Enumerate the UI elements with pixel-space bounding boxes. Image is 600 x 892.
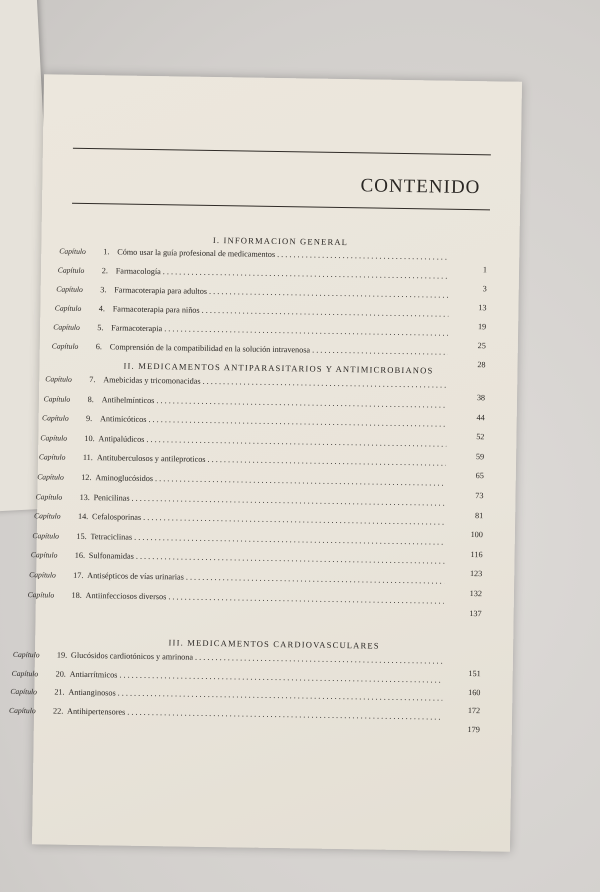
chapter-number: 8. bbox=[87, 394, 94, 404]
chapter-label: Capítulo bbox=[45, 374, 72, 384]
chapter-title: Sulfonamidas . . . bbox=[89, 551, 445, 566]
toc-entry bbox=[27, 589, 514, 618]
chapter-number: 7. bbox=[89, 375, 96, 385]
page-title: CONTENIDO bbox=[360, 175, 481, 199]
chapter-page-number: 59 bbox=[475, 451, 485, 462]
chapter-number: 1. bbox=[103, 247, 110, 257]
chapter-title: Farmacoterapia para adultos . . . bbox=[114, 285, 449, 299]
chapter-label: Capítulo bbox=[54, 303, 82, 313]
chapter-number: 2. bbox=[101, 266, 109, 276]
chapter-number: 5. bbox=[97, 323, 104, 333]
chapter-page-number: 123 bbox=[469, 569, 483, 579]
chapter-number: 14. bbox=[77, 512, 89, 522]
chapter-title: Farmacoterapia para niños . . . bbox=[113, 304, 449, 318]
chapter-page-number: 100 bbox=[470, 530, 483, 540]
toc-entry bbox=[40, 303, 518, 332]
chapter-title: Antihipertensores . . . bbox=[67, 706, 442, 721]
chapter-title: Tetraciclinas . . . bbox=[90, 532, 445, 547]
chapter-page-number: 19 bbox=[477, 322, 487, 332]
chapter-label: Capítulo bbox=[38, 452, 66, 463]
chapter-title: Penicilinas . . . bbox=[94, 493, 446, 508]
top-rule bbox=[73, 148, 491, 156]
chapter-label: Capítulo bbox=[30, 550, 58, 560]
chapter-number: 9. bbox=[85, 414, 93, 424]
chapter-label: Capítulo bbox=[59, 246, 86, 256]
chapter-title: Amebicidas y tricomonacidas . . . bbox=[103, 375, 447, 389]
title-rule bbox=[72, 203, 490, 211]
chapter-page-number: 52 bbox=[476, 432, 485, 442]
chapter-number: 17. bbox=[73, 570, 84, 580]
chapter-title: Antianginosos . . . bbox=[68, 688, 442, 703]
chapter-label: Capítulo bbox=[37, 472, 64, 482]
section-heading: III. MEDICAMENTOS CARDIOVASCULARES bbox=[168, 637, 380, 651]
chapter-label: Capítulo bbox=[53, 322, 80, 332]
chapter-label: Capítulo bbox=[56, 284, 83, 294]
chapter-label: Capítulo bbox=[10, 686, 38, 697]
chapter-label: Capítulo bbox=[40, 433, 68, 443]
chapter-number: 16. bbox=[74, 551, 86, 561]
chapter-page-number: 65 bbox=[475, 471, 484, 481]
chapter-title: Farmacología . . . bbox=[116, 266, 449, 280]
chapter-page-number: 38 bbox=[476, 393, 486, 403]
chapter-label: Capítulo bbox=[27, 589, 55, 600]
toc-entry bbox=[9, 705, 512, 734]
section-heading: II. MEDICAMENTOS ANTIPARASITARIOS Y ANTIMICROBIANOS bbox=[123, 360, 434, 376]
chapter-title: Cómo usar la guía profesional de medicamentos . . . bbox=[117, 247, 449, 261]
chapter-number: 21. bbox=[54, 687, 65, 697]
section-heading: I. INFORMACION GENERAL bbox=[212, 234, 349, 248]
chapter-title: Antiinfecciosos diversos . . . bbox=[86, 591, 444, 606]
chapter-label: Capítulo bbox=[9, 705, 36, 715]
chapter-label: Capítulo bbox=[35, 491, 63, 502]
chapter-title: Aminoglucósidos . . . bbox=[95, 473, 446, 488]
chapter-number: 6. bbox=[95, 342, 103, 352]
chapter-page-number: 13 bbox=[478, 303, 487, 313]
chapter-label: Capítulo bbox=[29, 570, 56, 580]
chapter-number: 4. bbox=[98, 304, 106, 314]
chapter-page-number: 151 bbox=[468, 669, 481, 679]
chapter-number: 18. bbox=[71, 590, 82, 600]
chapter-number: 12. bbox=[81, 472, 92, 483]
chapter-label: Capítulo bbox=[41, 413, 69, 423]
chapter-title: Antiarrítmicos . . . bbox=[70, 669, 443, 684]
chapter-page-number: 44 bbox=[476, 412, 485, 422]
chapter-title: Antihelmínticos . . . bbox=[102, 395, 447, 409]
chapter-page-number: 73 bbox=[475, 491, 484, 501]
chapter-title: Cefalosporinas . . . bbox=[92, 512, 445, 527]
chapter-title: Antipalúdicos . . . bbox=[98, 434, 446, 448]
chapter-label: Capítulo bbox=[33, 511, 61, 521]
chapter-number: 22. bbox=[53, 706, 64, 716]
chapter-number: 11. bbox=[82, 453, 93, 463]
chapter-label: Capítulo bbox=[11, 668, 39, 678]
chapter-title: Farmacoterapia . . . bbox=[111, 323, 448, 337]
chapter-label: Capítulo bbox=[12, 649, 40, 660]
chapter-label: Capítulo bbox=[32, 530, 60, 541]
chapter-page-number: 137 bbox=[469, 608, 482, 618]
chapter-label: Capítulo bbox=[51, 341, 79, 351]
chapter-page-number: 172 bbox=[467, 706, 481, 716]
chapter-page-number: 81 bbox=[474, 510, 484, 520]
chapter-page-number: 116 bbox=[470, 549, 483, 560]
chapter-title: Comprensión de la compatibilidad en la solución intravenosa . . . bbox=[110, 342, 448, 356]
chapter-number: 13. bbox=[79, 492, 90, 502]
chapter-page-number: 179 bbox=[467, 724, 480, 734]
chapter-label: Capítulo bbox=[43, 393, 71, 404]
chapter-page-number: 25 bbox=[477, 341, 486, 351]
chapter-title: Antisépticos de vías urinarias . . . bbox=[87, 571, 444, 586]
chapter-number: 15. bbox=[76, 531, 87, 541]
chapter-title: Antituberculosos y antileproticos . . . bbox=[97, 454, 446, 468]
chapter-title: Antimicóticos . . . bbox=[100, 414, 447, 428]
book-page bbox=[9, 74, 522, 851]
chapter-number: 20. bbox=[55, 669, 66, 679]
chapter-number: 10. bbox=[84, 433, 95, 443]
chapter-page-number: 1 bbox=[482, 265, 488, 275]
chapter-page-number: 160 bbox=[468, 687, 481, 697]
chapter-label: Capítulo bbox=[57, 265, 85, 275]
chapter-page-number: 132 bbox=[469, 589, 483, 599]
chapter-number: 19. bbox=[56, 650, 68, 660]
chapter-title: Glucósidos cardiotónicos y amrinona . . . bbox=[71, 651, 443, 666]
chapter-number: 3. bbox=[100, 285, 107, 295]
chapter-page-number: 3 bbox=[482, 284, 487, 294]
chapter-page-number: 28 bbox=[477, 360, 486, 370]
